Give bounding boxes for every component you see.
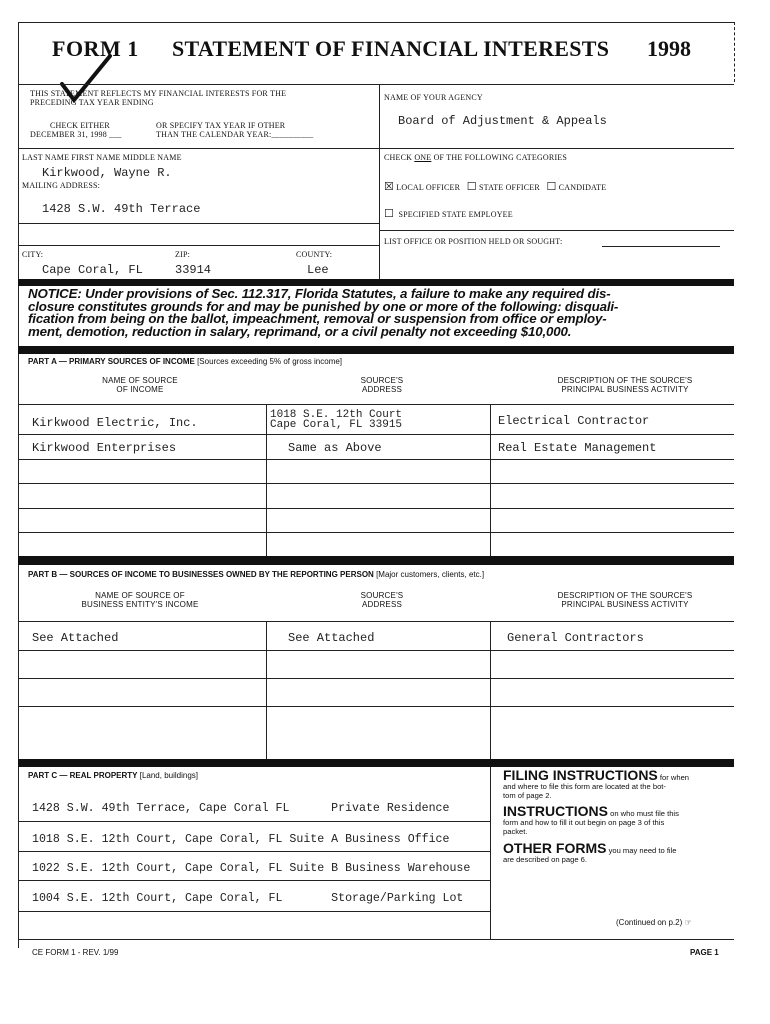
part-a-head-line bbox=[18, 404, 734, 405]
part-a-row-line-3 bbox=[18, 483, 734, 484]
continued-note: (Continued on p.2) ☞ bbox=[616, 918, 692, 927]
mailing-label: MAILING ADDRESS: bbox=[22, 181, 101, 190]
part-b-header: PART B — SOURCES OF INCOME TO BUSINESSES OWNED BY THE REPORTING PERSON [Major customers, clients, etc.] bbox=[28, 570, 485, 579]
right-border bbox=[734, 22, 735, 82]
part-b-bottom-bar bbox=[18, 759, 734, 767]
form-year: 1998 bbox=[647, 36, 691, 61]
part-b-row-line-2 bbox=[18, 678, 734, 679]
part-a-col-divider-1 bbox=[266, 404, 267, 556]
part-b-row1-activity[interactable]: General Contractors bbox=[507, 631, 644, 645]
part-a-col3-header: DESCRIPTION OF THE SOURCE'S PRINCIPAL BUSINESS ACTIVITY bbox=[557, 376, 693, 394]
part-a-row1-name[interactable]: Kirkwood Electric, Inc. bbox=[32, 416, 198, 430]
row-divider-1 bbox=[18, 148, 734, 149]
part-b-col2-header: SOURCE'S ADDRESS bbox=[360, 591, 404, 609]
category-options bbox=[384, 180, 606, 193]
part-a-row-line-1 bbox=[18, 434, 734, 435]
part-c-row4[interactable]: 1004 S.E. 12th Court, Cape Coral, FL Storage/Parking Lot bbox=[32, 892, 464, 905]
agency-label: NAME OF YOUR AGENCY bbox=[384, 93, 483, 102]
part-b-row-line-1 bbox=[18, 650, 734, 651]
filing-instructions: FILING INSTRUCTIONS for when and where to file this form are located at the bot- tom of page 2. INSTRUCTIONS on who must file this form and how to fill it out begin on page 3 of this packet. OTHER FORMS you may need to file are described on page 6. bbox=[503, 767, 690, 864]
row-divider-4 bbox=[379, 230, 734, 231]
mailing-value[interactable]: 1428 S.W. 49th Terrace bbox=[42, 202, 201, 216]
part-a-row1-activity[interactable]: Electrical Contractor bbox=[498, 414, 650, 428]
specified-employee-checkbox[interactable]: ☐ bbox=[384, 208, 395, 220]
top-border bbox=[18, 22, 734, 23]
name-value[interactable]: Kirkwood, Wayne R. bbox=[42, 166, 172, 180]
part-c-col-divider bbox=[490, 767, 491, 939]
part-c-row-line-1 bbox=[18, 821, 490, 822]
state-officer-checkbox[interactable]: ☐ bbox=[466, 181, 477, 193]
calendar-year-field[interactable]: THAN THE CALENDAR YEAR:__________ bbox=[156, 130, 314, 139]
part-b-col-divider-1 bbox=[266, 621, 267, 759]
notice-top-bar bbox=[18, 279, 734, 286]
local-officer-checkbox[interactable]: ☒ bbox=[384, 181, 395, 193]
part-b-col-divider-2 bbox=[490, 621, 491, 759]
form-number: FORM 1 bbox=[52, 36, 139, 61]
candidate-label: CANDIDATE bbox=[558, 183, 607, 192]
office-field[interactable] bbox=[602, 246, 720, 247]
part-c-row-line-2 bbox=[18, 851, 490, 852]
city-label: CITY: bbox=[22, 250, 44, 259]
left-border bbox=[18, 22, 19, 948]
notice-text: NOTICE: Under provisions of Sec. 112.317, Florida Statutes, a failure to make any required dis- closure constitutes grounds for and may be punished by one or more of the following: disquali- fication from being on the ballot, impeachment, removal or suspension from office or employ- ment, demotion, reduction in salary, reprimand, or a civil penalty not exceeding $10,000. bbox=[28, 286, 619, 339]
check-either-label: CHECK EITHER bbox=[50, 121, 110, 130]
pointing-hand-icon: ☞ bbox=[684, 918, 692, 927]
categories-label: CHECK ONE OF THE FOLLOWING CATEGORIES bbox=[384, 153, 568, 162]
part-c-row-line-4 bbox=[18, 911, 490, 912]
part-a-row2-name[interactable]: Kirkwood Enterprises bbox=[32, 441, 177, 455]
office-label: LIST OFFICE OR POSITION HELD OR SOUGHT: bbox=[384, 237, 563, 246]
part-b-row1-name[interactable]: See Attached bbox=[32, 631, 119, 645]
notice-bottom-bar bbox=[18, 346, 734, 354]
city-value[interactable]: Cape Coral, FL bbox=[42, 263, 143, 277]
header-col-divider bbox=[379, 84, 380, 280]
county-label: COUNTY: bbox=[296, 250, 333, 259]
row-divider-2 bbox=[18, 223, 379, 224]
zip-label: ZIP: bbox=[175, 250, 191, 259]
or-specify-label: OR SPECIFY TAX YEAR IF OTHER bbox=[156, 121, 286, 130]
checkmark-icon bbox=[56, 50, 116, 120]
part-a-row2-activity[interactable]: Real Estate Management bbox=[498, 441, 657, 455]
part-a-row-line-2 bbox=[18, 459, 734, 460]
part-a-col1-header: NAME OF SOURCE OF INCOME bbox=[102, 376, 178, 394]
part-b-col3-header: DESCRIPTION OF THE SOURCE'S PRINCIPAL BUSINESS ACTIVITY bbox=[557, 591, 693, 609]
part-b-row-line-3 bbox=[18, 706, 734, 707]
zip-value[interactable]: 33914 bbox=[175, 263, 212, 277]
form-title: STATEMENT OF FINANCIAL INTERESTS bbox=[172, 36, 610, 61]
specified-option bbox=[384, 207, 513, 220]
part-c-row-line-3 bbox=[18, 880, 490, 881]
part-b-row1-address[interactable]: See Attached bbox=[288, 631, 375, 645]
december-option[interactable]: DECEMBER 31, 1998 ___ bbox=[30, 130, 122, 139]
part-a-col-divider-2 bbox=[490, 404, 491, 556]
part-a-row-line-5 bbox=[18, 532, 734, 533]
specified-employee-label: SPECIFIED STATE EMPLOYEE bbox=[398, 210, 513, 219]
part-c-bottom-line bbox=[18, 939, 734, 940]
county-value[interactable]: Lee bbox=[307, 263, 329, 277]
header-divider bbox=[18, 84, 734, 85]
part-a-bottom-bar bbox=[18, 556, 734, 565]
local-officer-label: LOCAL OFFICER bbox=[396, 183, 461, 192]
part-a-row2-address[interactable]: Same as Above bbox=[288, 441, 382, 455]
state-officer-label: STATE OFFICER bbox=[479, 183, 540, 192]
tax-year-line1: THIS STATEMENT REFLECTS MY FINANCIAL INTERESTS FOR THE bbox=[30, 89, 287, 98]
part-a-row1-address[interactable]: 1018 S.E. 12th Court Cape Coral, FL 33915 bbox=[270, 409, 403, 431]
footer-page: PAGE 1 bbox=[690, 948, 719, 957]
part-a-col2-header: SOURCE'S ADDRESS bbox=[360, 376, 404, 394]
part-b-head-line bbox=[18, 621, 734, 622]
row-divider-3 bbox=[18, 245, 379, 246]
part-c-row3[interactable]: 1022 S.E. 12th Court, Cape Coral, FL Suite B Business Warehouse bbox=[32, 862, 471, 875]
name-label: LAST NAME FIRST NAME MIDDLE NAME bbox=[22, 153, 182, 162]
candidate-checkbox[interactable]: ☐ bbox=[546, 181, 557, 193]
part-a-header: PART A — PRIMARY SOURCES OF INCOME [Sources exceeding 5% of gross income] bbox=[28, 357, 343, 366]
tax-year-line2: PRECEDING TAX YEAR ENDING bbox=[30, 98, 154, 107]
part-c-row2[interactable]: 1018 S.E. 12th Court, Cape Coral, FL Suite A Business Office bbox=[32, 833, 450, 846]
part-c-row1[interactable]: 1428 S.W. 49th Terrace, Cape Coral FL Private Residence bbox=[32, 802, 450, 815]
footer-form-rev: CE FORM 1 - REV. 1/99 bbox=[32, 948, 119, 957]
part-c-header: PART C — REAL PROPERTY [Land, buildings] bbox=[28, 771, 198, 780]
agency-value[interactable]: Board of Adjustment & Appeals bbox=[398, 114, 607, 128]
part-a-row-line-4 bbox=[18, 508, 734, 509]
part-b-col1-header: NAME OF SOURCE OF BUSINESS ENTITY'S INCOME bbox=[81, 591, 199, 609]
